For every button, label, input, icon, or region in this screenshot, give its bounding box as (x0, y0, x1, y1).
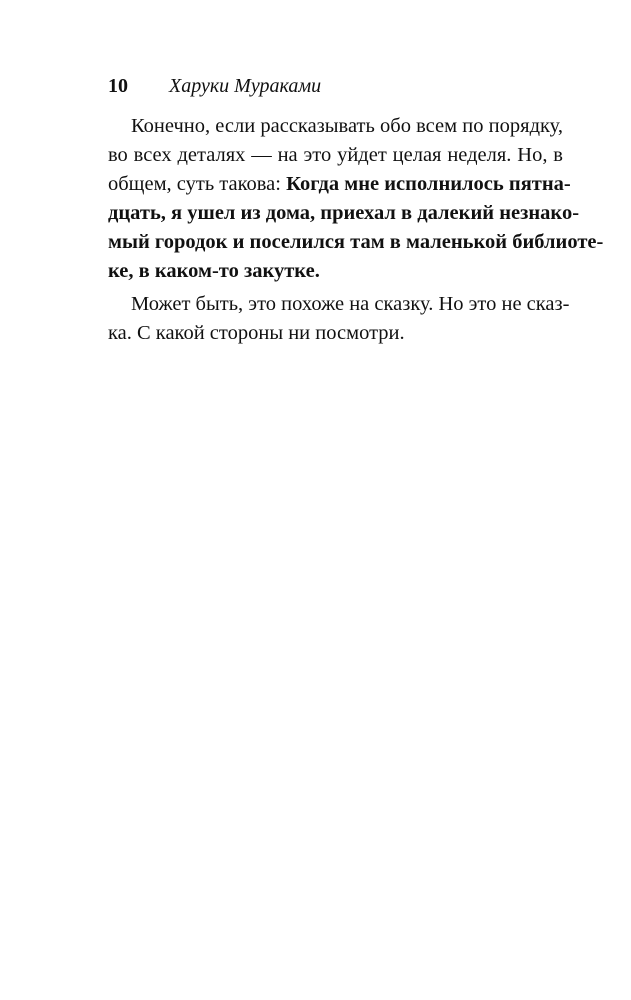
bold-text-segment: дцать, я ушел из дома, приехал в далекий незнако- (108, 202, 580, 224)
paragraph (108, 112, 604, 286)
body-text (108, 112, 604, 348)
text-line (108, 199, 580, 228)
running-title-author: Харуки Мураками (169, 75, 322, 97)
paragraph (108, 290, 570, 348)
text-line (108, 170, 571, 199)
bold-text-segment: мый городок и поселился там в маленькой библиоте- (108, 231, 604, 253)
text-line (108, 290, 570, 319)
text-segment: во всех деталях — на это уйдет целая неделя. Но, в (108, 144, 563, 166)
running-head (108, 72, 568, 100)
text-segment: ка. С какой стороны ни посмотри. (108, 322, 405, 344)
text-segment: Может быть, это похоже на сказку. Но это не сказ- (131, 293, 570, 315)
text-segment: Конечно, если рассказывать обо всем по порядку, (131, 115, 563, 137)
text-line (108, 112, 563, 141)
text-segment: общем, суть такова: (108, 173, 287, 195)
text-line (108, 257, 563, 286)
text-line (108, 228, 604, 257)
bold-text-segment: ке, в каком-то закутке. (108, 260, 320, 282)
text-line (108, 141, 563, 170)
text-line (108, 319, 563, 348)
page-number: 10 (108, 75, 128, 97)
bold-text-segment: Когда мне исполнилось пятна- (286, 173, 571, 195)
